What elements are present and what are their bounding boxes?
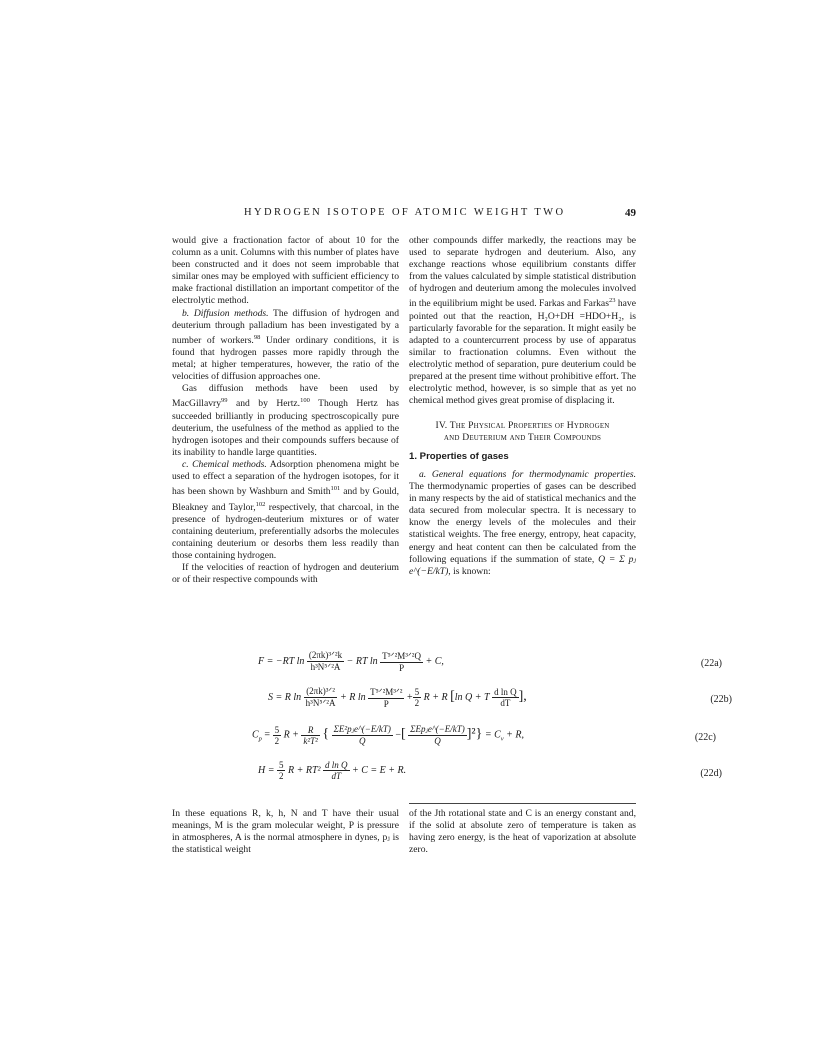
- paragraph-thermodynamic: [409, 469, 636, 578]
- eq-22c-sum1: [332, 724, 393, 746]
- equation-22d: [172, 760, 722, 781]
- paragraph-diffusion: [172, 308, 399, 384]
- eq-22c-frac-r: [301, 725, 319, 746]
- right-column: [409, 235, 636, 578]
- subsection-title: 1. Properties of gases: [409, 450, 509, 462]
- paragraph-exchange-reactions: [409, 235, 636, 408]
- eq-22c-sum1-num: ΣE²pⱼe^(−E/kT): [333, 724, 391, 734]
- chemical-text-c: respectively, that charcoal, in the presence of hydrogen-deuterium mixtures or of water containing deuterium, preferentially adsorbs the molecules containing deuterium or desorbs them less readily than those containing hydrogen.: [172, 501, 399, 562]
- ref-102: 102: [255, 500, 266, 508]
- eq-22d-dfrac: [323, 760, 350, 781]
- eq-22d-label: (22d): [700, 768, 722, 779]
- eq-22b-label: (22b): [710, 694, 732, 705]
- eq-22a-mid: − RT ln: [346, 655, 378, 667]
- equation-22b: S = R ln $\frac{\text{(2πk)³ᐟ²}}{\text{h³N⁵ᐟ²A}}$ + R ln $\frac{\text{T⁵ᐟ²M³ᐟ²}}{P}$ + $\frac{5}{2}$ R + R [ln Q + T $\frac{\text{d ln Q}}{dT}$ ], (22b): [268, 686, 732, 709]
- ref-23: 23: [608, 297, 616, 305]
- eq-22b-frac2-den: P: [383, 698, 389, 709]
- eq-22c-label: (22c): [694, 732, 716, 743]
- ref-98: 98: [253, 333, 261, 341]
- chemical-text-b: and by Gould, Bleakney and Taylor,: [172, 486, 399, 513]
- footer-rule: [409, 803, 636, 804]
- exchange-text-b: have pointed out that the reaction, H₂O+DH =HDO+H₂, is particularly favorable for the separation. It might easily be adapted to a countercurrent process by use of apparatus similar to fractionation columns. Even without the electrolytic method of separation, pure deuterium could be prepared at the present time without prohibitive effort. The electrolytic method, however, is so simple that as yet no chemical method gives great promise of displacing it.: [409, 298, 636, 407]
- eq-22b-half-num: 5: [414, 687, 420, 697]
- eq-22b-mid: + R ln: [339, 691, 366, 703]
- eq-22c-frac-r-num: R: [301, 725, 319, 736]
- equation-block: [172, 644, 732, 794]
- thermodynamic-text-b: , is known:: [448, 565, 491, 577]
- paragraph-reaction-velocities: If the velocities of reaction of hydrogen and deuterium or of their respective compounds with: [172, 562, 399, 586]
- chemical-text-a: Adsorption phenomena might be used to effect a separation of the hydrogen isotopes, for it has been shown by Washburn and Smith: [172, 459, 399, 498]
- eq-22c-sum1-den: Q: [358, 736, 366, 746]
- eq-22c-tail-end: + R,: [506, 729, 525, 741]
- gas-diffusion-text-a: Gas diffusion methods have been used by MacGillavry: [172, 383, 399, 410]
- footer-right-text: of the Jth rotational state and C is an energy constant and, if the solid at absolute zero of temperature is taken as having zero energy, is the heat of vaporization at absolute zero.: [409, 808, 636, 855]
- eq-22a-frac2-num: T⁵ᐟ²M³ᐟ²Q: [382, 650, 421, 661]
- gas-diffusion-text-b: and by Hertz.: [227, 398, 301, 410]
- eq-22b-lhs: S = R ln: [268, 691, 302, 703]
- eq-22c-tail: = C: [484, 729, 501, 741]
- eq-22c-half-num: 5: [274, 724, 280, 735]
- thermodynamic-label: a. General equations for thermodynamic properties.: [419, 469, 636, 480]
- eq-22a-tail: + C,: [425, 655, 444, 667]
- eq-22c-equals: =: [264, 729, 271, 741]
- gas-diffusion-text-c: Though Hertz has succeeded brilliantly in producing spectroscopically pure deuterium, the usefulness of the method as applied to the hydrogen isotopes and their compounds suffers because of its inability to handle large quantities.: [172, 398, 399, 458]
- diffusion-text-a: The diffusion of hydrogen and deuterium through palladium has been investigated by a number of workers.: [172, 307, 399, 346]
- eq-22c-half-den: 2: [274, 735, 280, 746]
- eq-22a-label: (22a): [700, 658, 722, 669]
- eq-22c-sum2-den: Q: [434, 736, 441, 746]
- eq-22a-frac2: [380, 651, 423, 673]
- page-number: 49: [625, 207, 636, 219]
- eq-22b-bracket-text: ln Q + T: [454, 691, 490, 703]
- eq-22b-frac1-num: (2πk)³ᐟ²: [304, 686, 338, 698]
- eq-22a-lhs: F = −RT ln: [258, 655, 305, 667]
- eq-22c-lhs: C: [252, 729, 259, 741]
- ref-101: 101: [330, 485, 341, 493]
- eq-22a-frac2-den: P: [399, 662, 405, 673]
- eq-22d-dfrac-num: d ln Q: [325, 760, 348, 770]
- eq-22d-half-num: 5: [278, 760, 284, 770]
- eq-22c-lhs-sub: p: [258, 735, 262, 743]
- chemical-label: c. Chemical methods.: [182, 459, 267, 471]
- eq-22b-half-den: 2: [414, 698, 420, 708]
- section-title: [409, 420, 636, 444]
- left-column: [172, 235, 399, 586]
- eq-22a-frac1-num: (2πk)³ᐟ²k: [308, 650, 343, 660]
- eq-22b-half: [413, 687, 422, 708]
- running-head: HYDROGEN ISOTOPE OF ATOMIC WEIGHT TWO: [244, 207, 566, 218]
- eq-22b-dfrac-num: d ln Q: [494, 687, 517, 697]
- eq-22d-tail: + C = E + R.: [352, 764, 407, 776]
- eq-22d-half: [277, 760, 286, 781]
- eq-22b-dfrac-den: dT: [500, 698, 511, 708]
- eq-22b-frac2: [368, 687, 404, 709]
- thermodynamic-text-a: The thermodynamic properties of gases can be described in many respects by the aid of statistical mechanics and the data secured from molecular spectra. It is necessary to know the energy levels of the molecules and their statistical weights. The free energy, entropy, heat capacity, energy and heat content can then be calculated from the following equations if the summation of state,: [409, 481, 636, 565]
- summation-formula: Q = Σ pⱼ e^(−E/kT): [409, 553, 636, 577]
- eq-22b-dfrac: [492, 687, 519, 708]
- eq-22d-dfrac-den: dT: [331, 771, 342, 781]
- equation-22c: $C_p$ = $\frac{5}{2}$ R + $\frac{R}{\text{k²T²}}$ { $\frac{\text{ΣE²pⱼe\textasciicircum{}(−E/kT)}}{Q}$ −[ $\frac{\text{ΣEpⱼe\textasciicircum{}(−E/kT)}}{Q}$ ]$^2\} = C_v + R$, (22c): [252, 724, 716, 746]
- eq-22b-frac2-num: T⁵ᐟ²M³ᐟ²: [370, 686, 403, 697]
- eq-22b-frac1-den: h³N⁵ᐟ²A: [305, 698, 336, 708]
- section-title-line2: and Deuterium and Their Compounds: [443, 431, 602, 443]
- section-title-line1: IV. The Physical Properties of Hydrogen: [435, 419, 610, 431]
- eq-22d-half-den: 2: [278, 771, 284, 781]
- eq-22d-lhs: H =: [258, 764, 275, 776]
- footer-left-text: In these equations R, k, h, N and T have their usual meanings, M is the gram molecular weight, P is pressure in atmospheres, A is the normal atmosphere in dynes, pⱼ is the statistical weight: [172, 808, 399, 855]
- eq-22c-half: [273, 725, 282, 746]
- eq-22d-mid: R + RT²: [287, 764, 321, 776]
- ref-100: 100: [300, 397, 310, 405]
- eq-22c-sum2-num: ΣEpⱼe^(−E/kT): [410, 724, 465, 734]
- eq-22b-tail1: R + R: [423, 691, 448, 703]
- paragraph-distillation: would give a fractionation factor of about 10 for the column as a unit. Columns with this number of plates have been constructed and it does not seem improbable that similar ones may be employed with sufficient efficiency to make fractional distillation an important competitor of the electrolytic method.: [172, 235, 399, 307]
- diffusion-label: b. Diffusion methods.: [182, 307, 269, 319]
- eq-22c-sum2: [408, 724, 467, 746]
- eq-22b-frac1: [304, 686, 338, 709]
- eq-22c-frac-r-den: k²T²: [303, 735, 318, 746]
- eq-22c-minus: −: [395, 729, 401, 741]
- diffusion-text-b: Under ordinary conditions, it is found that hydrogen passes more rapidly through the metal; at higher temperatures, however, the ratio of the velocities of diffusion approaches one.: [172, 334, 399, 383]
- eq-22c-tail-sub: v: [500, 735, 504, 743]
- exchange-text-a: other compounds differ markedly, the reactions may be used to separate hydrogen and deuterium. Also, any exchange reactions whose equilibrium constants differ from the values calculated by simple statistical distribution of hydrogen and deuterium among the molecules involved in the equilibrium might be used. Farkas and Farkas: [409, 235, 636, 310]
- eq-22a-frac1: [307, 650, 344, 673]
- paragraph-gas-diffusion: [172, 383, 399, 459]
- eq-22a-frac1-den: h³N⁵ᐟ²A: [310, 662, 341, 672]
- paragraph-chemical: [172, 459, 399, 562]
- equation-22a: [172, 650, 722, 673]
- page-header: [172, 207, 636, 223]
- ref-99: 99: [221, 397, 228, 405]
- eq-22c-r: R +: [283, 729, 299, 741]
